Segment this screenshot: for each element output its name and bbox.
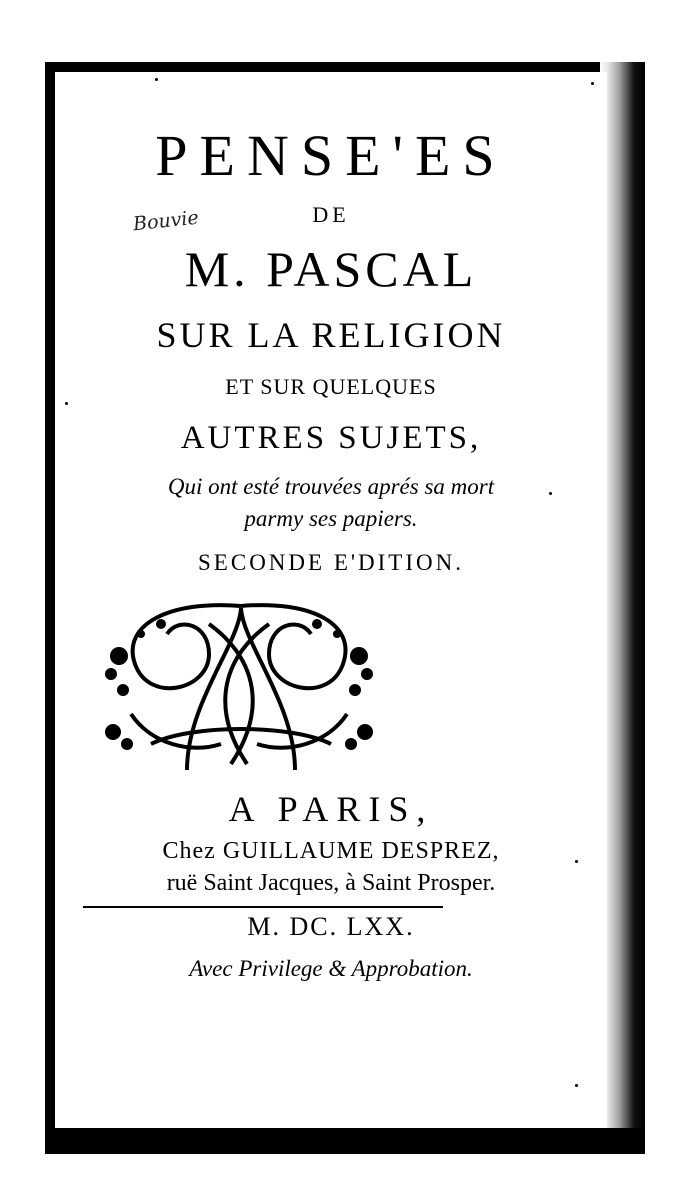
imprint-rule — [83, 906, 443, 908]
imprint-address: ruë Saint Jacques, à Saint Prosper. — [166, 870, 496, 896]
paper-speck — [549, 492, 552, 495]
description-line-1: Qui ont esté trouvées aprés sa mort — [167, 474, 495, 499]
paper-speck — [155, 78, 158, 81]
title-page — [55, 72, 607, 1128]
subject-line-3: AUTRES SUJETS, — [180, 420, 482, 456]
book-title: PENSE'ES — [155, 123, 507, 188]
handwritten-signature: Bouvie — [132, 206, 200, 236]
scan-edge-bottom — [45, 1128, 645, 1154]
subject-line-1: SUR LA RELIGION — [156, 315, 506, 355]
author-name: M. PASCAL — [184, 241, 478, 297]
edition-label: SECONDE E'DITION. — [198, 550, 464, 575]
publication-year: M. DC. LXX. — [247, 912, 415, 941]
privilege-line: Avec Privilege & Approbation. — [189, 956, 473, 981]
paper-speck — [591, 82, 594, 85]
scan-edge-top — [45, 62, 645, 72]
monogram-ornament-icon — [91, 594, 387, 772]
paper-speck — [575, 1084, 578, 1087]
imprint-city: A PARIS, — [228, 789, 434, 829]
imprint-publisher: Chez GUILLAUME DESPREZ, — [162, 838, 500, 864]
title-preposition: DE — [312, 202, 350, 227]
subject-line-2: ET SUR QUELQUES — [225, 374, 437, 399]
scan-edge-left — [45, 62, 55, 1154]
description-line-2: parmy ses papiers. — [244, 506, 418, 531]
paper-speck — [575, 860, 578, 863]
paper-speck — [65, 402, 68, 405]
